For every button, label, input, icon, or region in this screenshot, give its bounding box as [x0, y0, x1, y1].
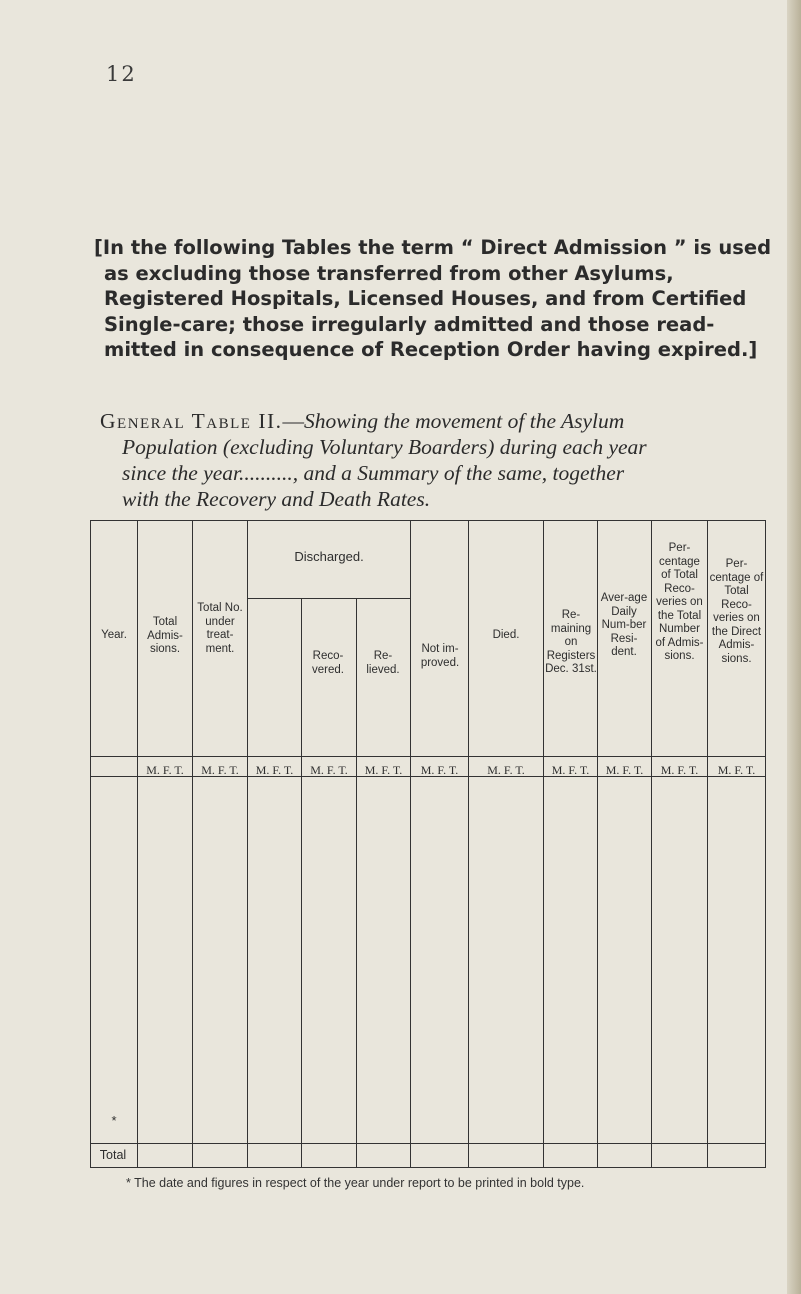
page-number: 12 — [106, 62, 137, 86]
heading-dash: — — [282, 409, 305, 433]
total-row-label: Total — [99, 1148, 127, 1162]
col-pct-direct: Per-centage of Total Reco-veries on the Direct Admis-sions. — [709, 558, 764, 665]
unit-pct-deaths: M. F. T. — [717, 763, 756, 777]
heading-line-4: with the Recovery and Death Rates. — [122, 487, 431, 511]
rule-discharged-split — [247, 598, 410, 599]
footnote: * The date and figures in respect of the year under report to be printed in bold type. — [126, 1176, 585, 1190]
rule-col-8 — [543, 520, 544, 1168]
table-heading — [100, 408, 770, 512]
heading-line-2: Population (excluding Voluntary Boarders) during each year — [122, 435, 647, 459]
rule-col-1 — [137, 520, 138, 1168]
col-relieved: Re-lieved. — [366, 650, 400, 676]
col-remaining: Re-maining on Registers Dec. 31st. — [545, 609, 597, 675]
rule-col-5 — [356, 598, 357, 1168]
rule-col-4 — [301, 598, 302, 1168]
col-pct-total: Per-centage of Total Reco-veries on the Total Number of Admis-sions. — [655, 542, 704, 662]
page-edge — [787, 0, 801, 1294]
unit-pct-total: M. F. T. — [605, 763, 644, 777]
rule-left — [90, 520, 91, 1168]
col-under-treatment: Total No. under treat-ment. — [197, 602, 243, 655]
unit-died: M. F. T. — [420, 763, 459, 777]
rule-col-9 — [597, 520, 598, 1168]
col-year: Year. — [101, 629, 127, 641]
rule-col-11 — [707, 520, 708, 1168]
unit-relieved: M. F. T. — [310, 763, 348, 777]
unit-recovered: M. F. T. — [255, 763, 294, 777]
rule-col-3 — [247, 520, 248, 1168]
unit-not-improved: M. F. T. — [364, 763, 403, 777]
rule-right — [765, 520, 766, 1168]
unit-pct-direct: M. F. T. — [660, 763, 699, 777]
unit-remaining: M. F. T. — [487, 763, 525, 777]
rule-col-6 — [410, 520, 411, 1168]
rule-col-10 — [651, 520, 652, 1168]
heading-line-3: since the year.........., and a Summary of the same, together — [122, 461, 625, 485]
rule-col-2 — [192, 520, 193, 1168]
col-not-improved: Not im-proved. — [420, 643, 460, 669]
col-recovered: Reco-vered. — [312, 650, 344, 676]
general-table — [90, 520, 766, 1168]
current-year-marker: * — [111, 1113, 117, 1128]
rule-col-7 — [468, 520, 469, 1168]
col-discharged: Discharged. — [294, 549, 364, 564]
unit-admissions: M. F. T. — [146, 763, 184, 777]
heading-line-1: Showing the movement of the Asylum — [304, 409, 625, 433]
unit-average: M. F. T. — [551, 763, 590, 777]
col-admissions: Total Admis-sions. — [147, 616, 183, 655]
table-label: General Table II. — [100, 409, 283, 433]
unit-under-treatment: M. F. T. — [201, 763, 239, 777]
col-average: Aver-age Daily Num-ber Resi-dent. — [600, 592, 648, 658]
col-died: Died. — [492, 629, 520, 641]
intro-note: [In the following Tables the term “ Direct Admission ” is used as excluding those transferred from other Asylums, Registered Hospitals, Licensed Houses, and from Certified Single-care; those irregularly admitted and those read-mitted in consequence of Reception Order having expired.] — [94, 236, 772, 362]
